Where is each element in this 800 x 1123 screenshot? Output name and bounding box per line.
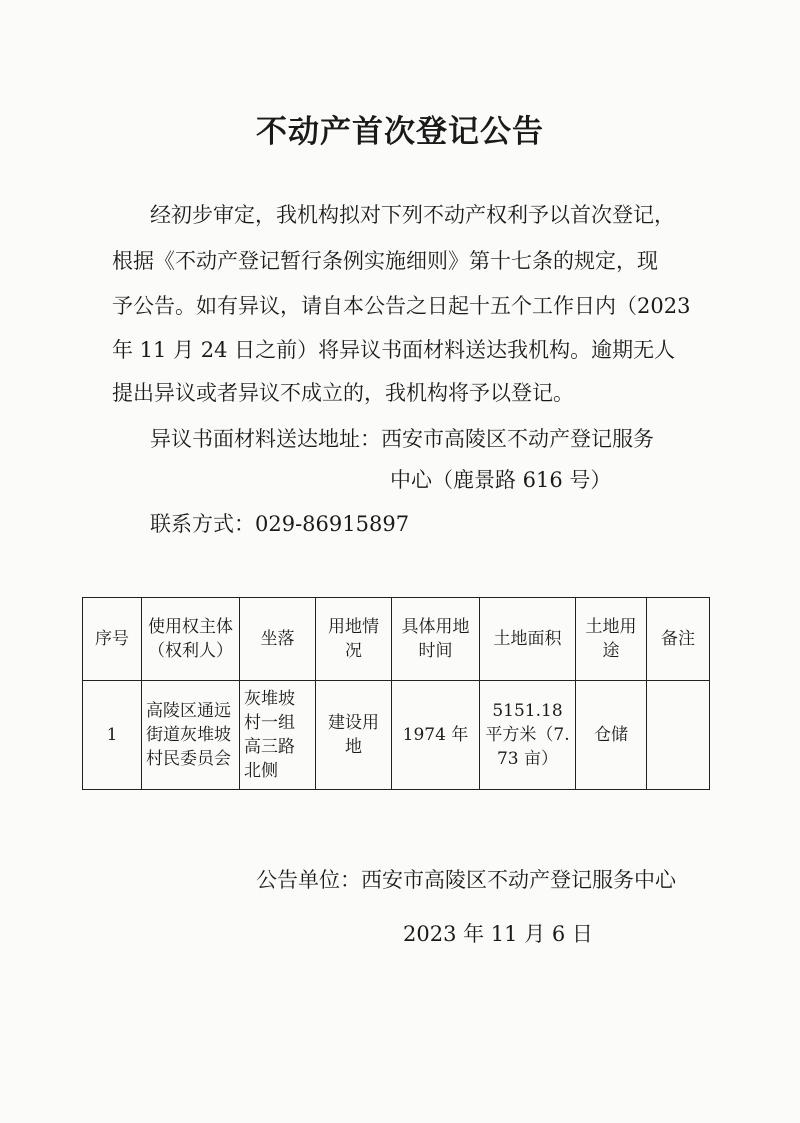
table-header-cell: 土地面积 [480,598,576,681]
objection-address [150,426,654,452]
table-cell-serial: 1 [83,681,142,790]
objection-address-continued: 中心（鹿景路 616 号） [390,468,612,492]
contact-info: 联系方式：029-86915897 [150,512,410,536]
table-header-cell: 序号 [83,598,142,681]
table-cell-owner: 高陵区通远街道灰堆坡村民委员会 [142,681,240,790]
registration-table [82,597,710,790]
table-header-cell: 具体用地时间 [392,598,480,681]
body-paragraph-line-2: 根据《不动产登记暂行条例实施细则》第十七条的规定，现 [112,249,658,273]
table-cell-remarks [647,681,710,790]
body-paragraph-line-4: 年 11 月 24 日之前）将异议书面材料送达我机构。逾期无人 [112,338,676,362]
table-cell-location: 灰堆坡村一组高三路北侧 [240,681,316,790]
table-header-cell: 用地情况 [316,598,392,681]
page-title: 不动产首次登记公告 [256,114,544,150]
body-paragraph-line-5: 提出异议或者异议不成立的，我机构将予以登记。 [112,381,574,405]
table-header-cell: 使用权主体（权利人） [142,598,240,681]
table-row [83,681,710,790]
table-cell-land-purpose: 仓储 [576,681,647,790]
table-header-cell: 坐落 [240,598,316,681]
table-header-cell: 土地用途 [576,598,647,681]
table-cell-land-area: 5151.18 平方米（7.73 亩） [480,681,576,790]
objection-address-label: 异议书面材料送达地址： [150,427,381,451]
table-cell-land-use-time: 1974 年 [392,681,480,790]
issue-date: 2023 年 11 月 6 日 [403,922,593,946]
table-cell-land-status: 建设用地 [316,681,392,790]
table-header-cell: 备注 [647,598,710,681]
table-header-row [83,598,710,681]
body-paragraph-line-3: 予公告。如有异议，请自本公告之日起十五个工作日内（2023 [112,294,691,318]
objection-address-value: 西安市高陵区不动产登记服务 [381,427,654,451]
issuing-unit: 公告单位：西安市高陵区不动产登记服务中心 [256,868,676,892]
body-paragraph-line-1: 经初步审定，我机构拟对下列不动产权利予以首次登记， [150,203,675,227]
